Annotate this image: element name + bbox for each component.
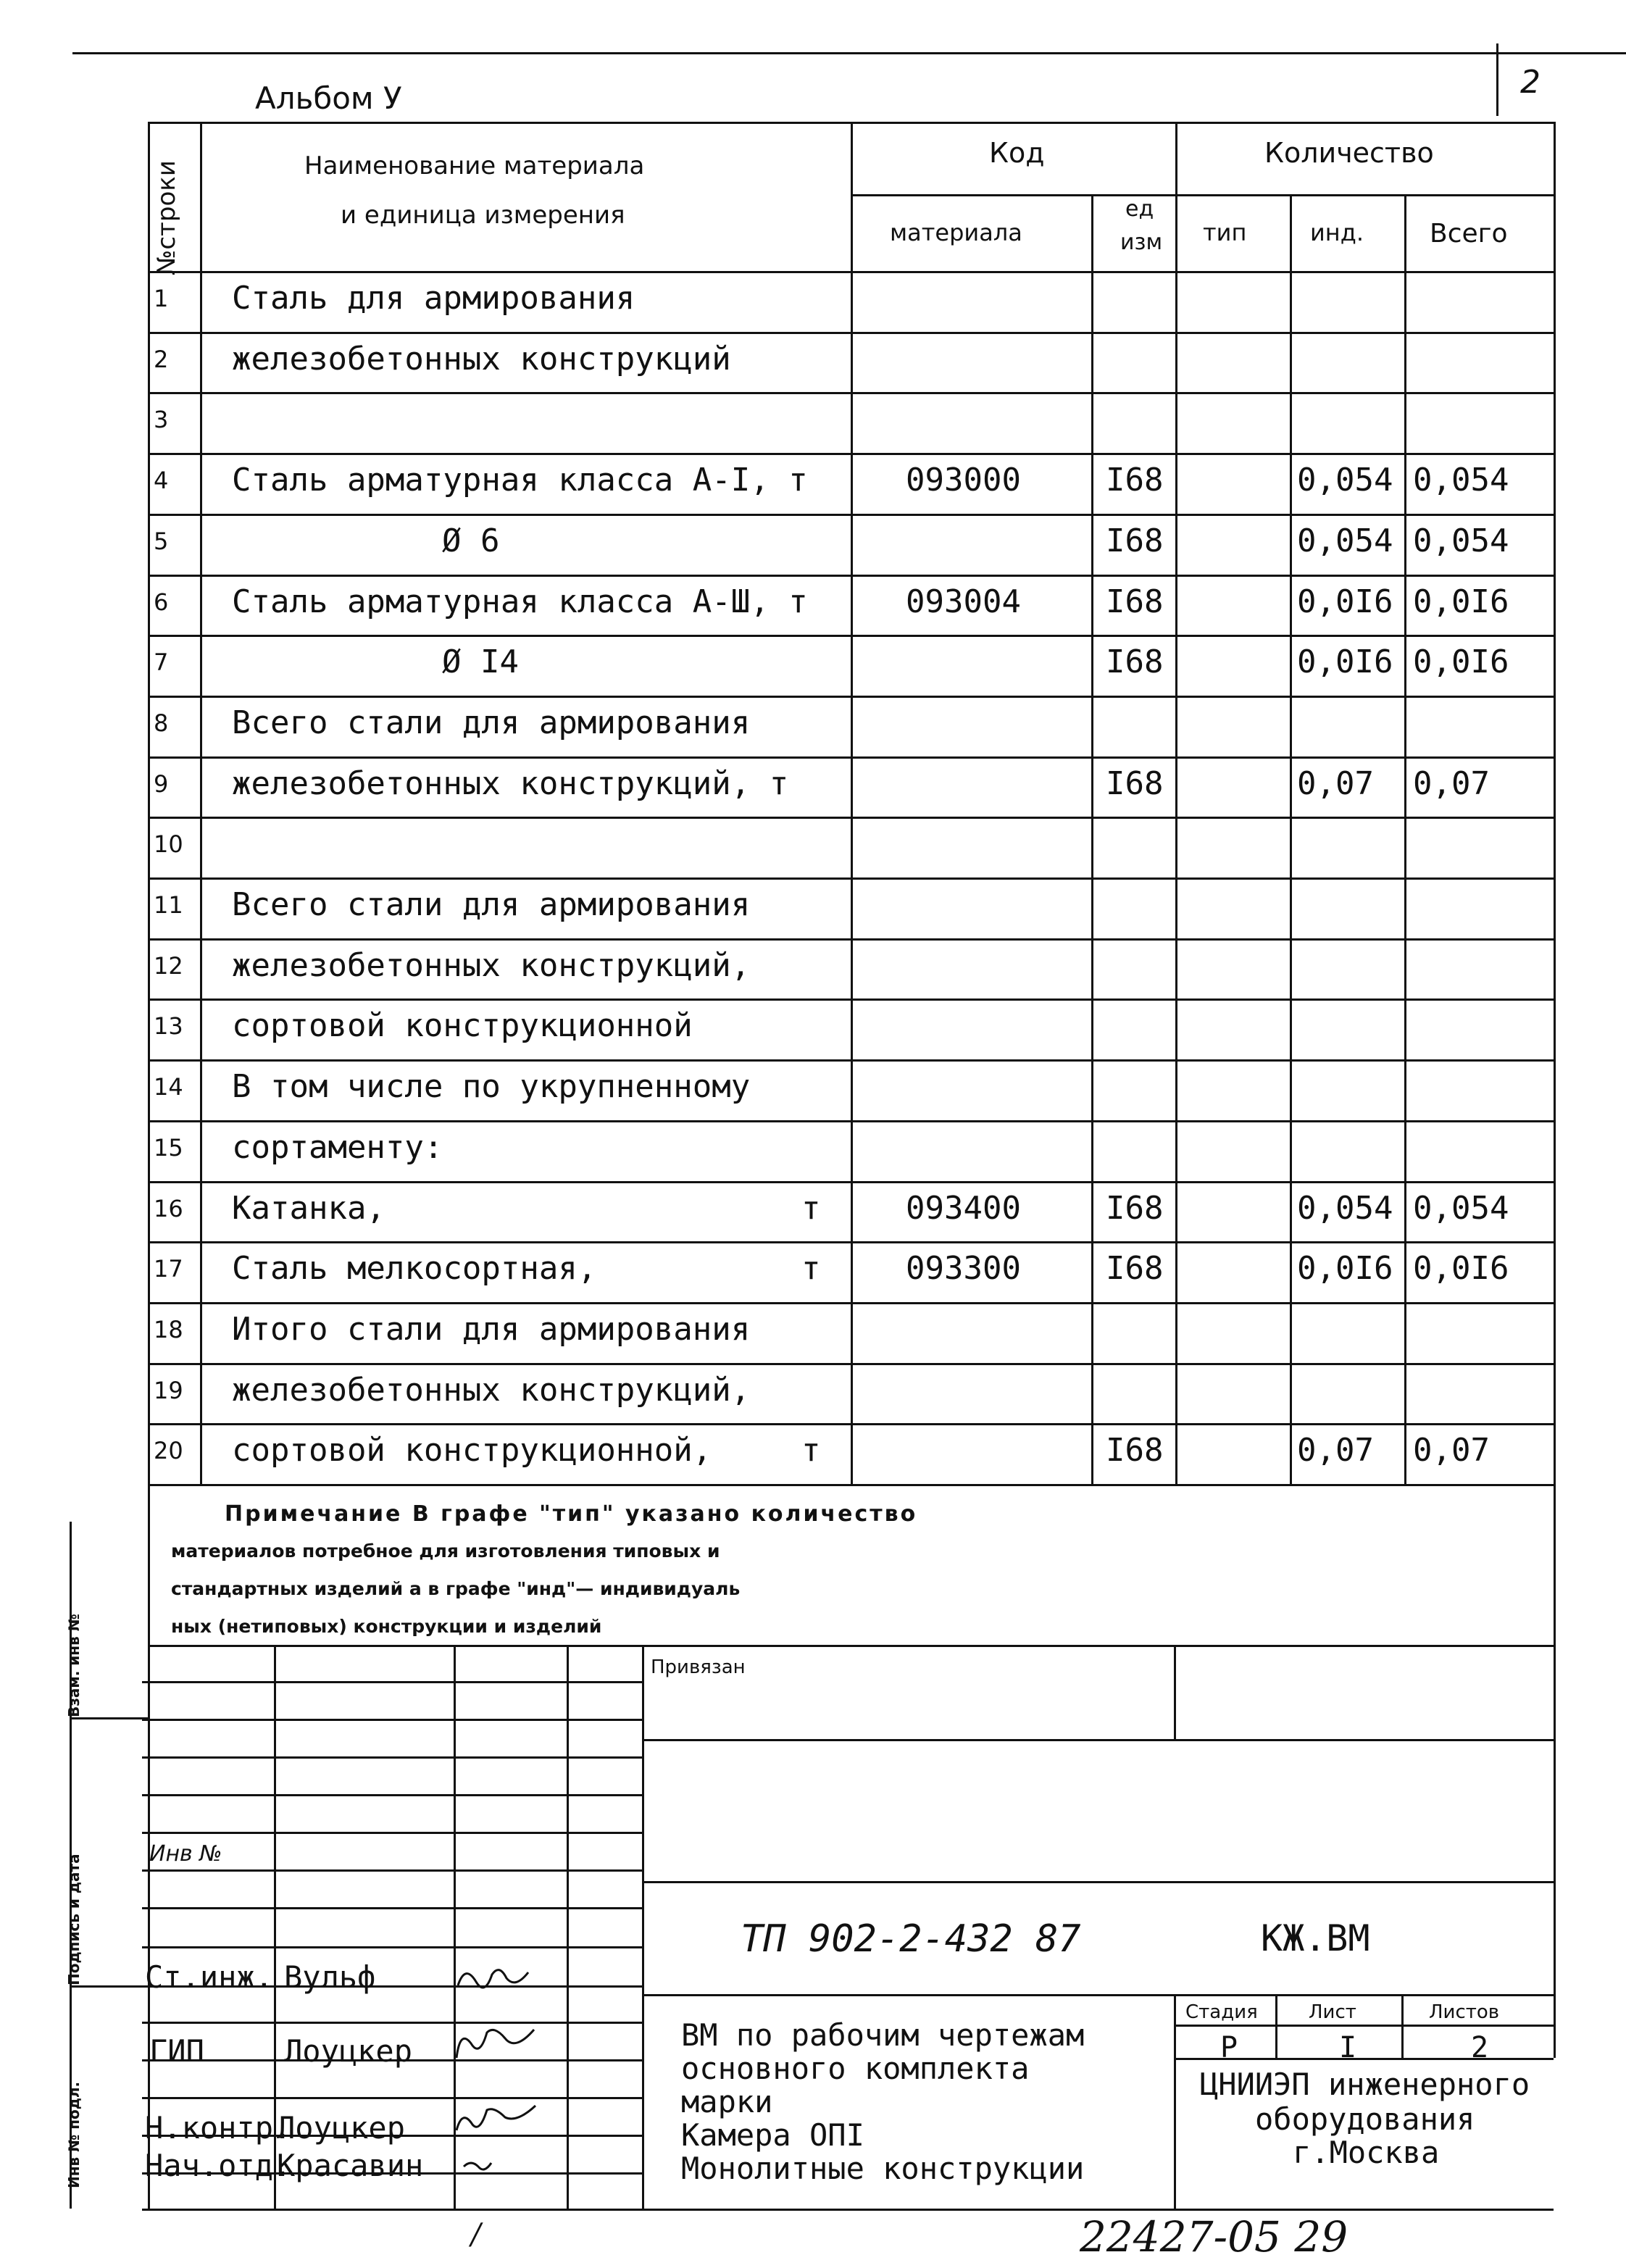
note-line-3: стандартных изделий а в графе "инд"— индивидуаль (171, 1578, 741, 1599)
role-4-name: Красавин (277, 2148, 424, 2183)
stamp-line (1174, 2025, 1554, 2027)
bottom-number: 22427-05 29 (1080, 2212, 1348, 2261)
cell-n: 4 (154, 467, 169, 494)
stamp-line (642, 1881, 1554, 1883)
stamp-line (70, 1985, 148, 1988)
cell-n: 3 (154, 406, 169, 433)
header-type: тип (1203, 219, 1247, 246)
cell-n: 15 (154, 1134, 183, 1162)
stamp-line (1174, 1645, 1176, 1739)
cell-name: Сталь арматурная класса А-Ш, т (232, 583, 808, 620)
cell-unit: I68 (1106, 1250, 1164, 1287)
stage-value: Р (1220, 2031, 1238, 2064)
cell-name: железобетонных конструкций (232, 341, 731, 378)
cell-total: 0,0I6 (1413, 643, 1509, 680)
grid-line (148, 122, 150, 1484)
row-line (148, 1423, 1554, 1425)
title-line-4: Камера ОПI (681, 2117, 864, 2153)
cell-name: Сталь мелкосортная, (232, 1250, 597, 1287)
cell-name: Ø 6 (442, 522, 500, 559)
grid-line (1290, 194, 1292, 1484)
cell-name: Всего стали для армирования (232, 704, 751, 741)
grid-line (1404, 194, 1406, 1484)
cell-n: 20 (154, 1437, 183, 1464)
row-line (148, 877, 1554, 880)
cell-code: 093000 (906, 462, 1021, 499)
cell-total: 0,0I6 (1413, 1250, 1509, 1287)
album-label: Альбом У (255, 80, 402, 116)
stamp-line (1554, 1994, 1556, 2058)
row-line (148, 696, 1554, 698)
cell-total: 0,07 (1413, 765, 1490, 802)
row-line (148, 1059, 1554, 1062)
sheets-value: 2 (1471, 2031, 1489, 2064)
header-material: материала (890, 219, 1022, 246)
cell-name: Катанка, (232, 1190, 385, 1227)
cell-n: 17 (154, 1255, 183, 1283)
page-corner-number: 2 (1520, 64, 1540, 101)
note-line-2: материалов потребное для изготовления типовых и (171, 1541, 720, 1562)
cell-ind: 0,054 (1297, 462, 1393, 499)
cell-total: 0,054 (1413, 1190, 1509, 1227)
cell-code: 093400 (906, 1190, 1021, 1227)
cell-unit: I68 (1106, 583, 1164, 620)
cell-unit: I68 (1106, 1432, 1164, 1469)
cell-name: сортаменту: (232, 1129, 443, 1166)
role-2: ГИП (149, 2033, 204, 2069)
cell-name: железобетонных конструкций, (232, 947, 751, 984)
cell-unit-suffix: т (801, 1432, 821, 1469)
stamp-line (642, 1994, 1554, 1996)
grid-line (1091, 194, 1093, 1484)
cell-total: 0,0I6 (1413, 583, 1509, 620)
cell-name: Итого стали для армирования (232, 1311, 751, 1348)
cell-n: 16 (154, 1195, 183, 1222)
cell-n: 6 (154, 588, 169, 616)
header-unit-1: ед (1125, 196, 1154, 222)
cell-n: 19 (154, 1377, 183, 1404)
stamp-line (142, 2209, 1554, 2211)
role-4: Нач.отд. (145, 2148, 292, 2183)
cell-n: 2 (154, 346, 169, 373)
cell-unit: I68 (1106, 522, 1164, 559)
cell-n: 1 (154, 285, 169, 312)
cell-unit: I68 (1106, 765, 1164, 802)
grid-line (1175, 122, 1177, 1484)
header-name-line1: Наименование материала (304, 151, 645, 180)
cell-name: Сталь для армирования (232, 280, 635, 317)
grid-line (1554, 122, 1556, 1484)
role-1: Ст.инж. (145, 1959, 274, 1995)
header-ind: инд. (1310, 219, 1364, 246)
cell-name: железобетонных конструкций, т (232, 765, 789, 802)
row-line (148, 817, 1554, 819)
side-label-replace: Взам. инв № (65, 1614, 83, 1717)
row-line (148, 1484, 1554, 1486)
sheet-value: I (1339, 2031, 1357, 2064)
cell-n: 14 (154, 1073, 183, 1101)
privyazan-label: Привязан (651, 1656, 746, 1678)
row-line (148, 453, 1554, 455)
cell-n: 9 (154, 770, 169, 798)
stamp-line (1554, 1484, 1556, 2020)
header-code: Код (989, 137, 1045, 169)
cell-unit-suffix: т (801, 1250, 821, 1287)
cell-ind: 0,0I6 (1297, 643, 1393, 680)
stamp-line (642, 1739, 1554, 1741)
grid-line (200, 122, 202, 1484)
stamp-line (642, 1645, 644, 2209)
row-line (148, 1181, 1554, 1183)
cell-ind: 0,07 (1297, 765, 1374, 802)
header-total: Всего (1430, 219, 1508, 249)
cell-total: 0,054 (1413, 462, 1509, 499)
role-3: Н.контр. (145, 2110, 292, 2146)
role-1-name: Вульф (284, 1959, 376, 1995)
row-line (148, 575, 1554, 577)
doc-mark: КЖ.ВМ (1261, 1917, 1370, 1959)
title-line-3: марки (681, 2084, 773, 2119)
cell-unit: I68 (1106, 1190, 1164, 1227)
title-line-2: основного комплекта (681, 2051, 1030, 2086)
stamp-line (70, 1717, 148, 1719)
cell-ind: 0,0I6 (1297, 583, 1393, 620)
role-3-name: Лоуцкер (277, 2110, 406, 2146)
header-quantity: Количество (1264, 137, 1434, 169)
stamp-line (1275, 1994, 1277, 2058)
cell-unit: I68 (1106, 462, 1164, 499)
cell-name: В том числе по укрупненному (232, 1068, 751, 1105)
grid-line (851, 122, 853, 1484)
row-line (148, 1120, 1554, 1122)
cell-code: 093004 (906, 583, 1021, 620)
stamp-line (1401, 1994, 1404, 2058)
cell-name: Сталь арматурная класса А-I, т (232, 462, 808, 499)
cell-ind: 0,054 (1297, 1190, 1393, 1227)
signatures (449, 1949, 572, 2188)
bottom-mark: / (471, 2218, 481, 2251)
row-line (148, 1241, 1554, 1243)
cell-unit-suffix: т (801, 1190, 821, 1227)
row-line (148, 998, 1554, 1001)
grid-line (851, 194, 1554, 196)
title-line-5: Монолитные конструкции (681, 2151, 1085, 2186)
sheets-label: Листов (1429, 2001, 1500, 2023)
stage-label: Стадия (1185, 2001, 1258, 2023)
row-line (148, 514, 1554, 516)
org-line-1: ЦНИИЭП инженерного (1200, 2067, 1530, 2102)
cell-n: 7 (154, 649, 169, 676)
top-frame-line (72, 52, 1626, 54)
org-line-2: оборудования (1255, 2101, 1475, 2137)
top-frame-divider (1496, 43, 1498, 116)
cell-n: 12 (154, 952, 183, 980)
sheet-label: Лист (1309, 2001, 1356, 2023)
cell-n: 5 (154, 528, 169, 555)
cell-n: 8 (154, 709, 169, 737)
side-label-sign-date: Подпись и дата (65, 1854, 83, 1985)
cell-name: Ø I4 (442, 643, 519, 680)
cell-name: сортовой конструкционной, (232, 1432, 712, 1469)
note-line-4: ных (нетиповых) конструкции и изделий (171, 1616, 602, 1637)
cell-code: 093300 (906, 1250, 1021, 1287)
stamp-line (148, 1645, 1554, 1647)
header-row-no: №строки (152, 160, 181, 275)
row-line (148, 392, 1554, 394)
note-line-1: Примечание В графе "тип" указано количество (225, 1501, 918, 1527)
cell-total: 0,07 (1413, 1432, 1490, 1469)
inv-no-label: Инв № (149, 1841, 222, 1867)
cell-total: 0,054 (1413, 522, 1509, 559)
cell-n: 18 (154, 1316, 183, 1343)
row-line (148, 756, 1554, 759)
header-unit-2: изм (1120, 230, 1163, 255)
row-line (148, 938, 1554, 941)
cell-name: сортовой конструкционной (232, 1007, 693, 1044)
side-label-inv-orig: Инв № подл. (65, 2081, 83, 2188)
role-2-name: Лоуцкер (284, 2033, 413, 2069)
row-line (148, 1363, 1554, 1365)
row-line (148, 332, 1554, 334)
cell-n: 11 (154, 891, 183, 919)
title-line-1: ВМ по рабочим чертежам (681, 2017, 1085, 2053)
doc-code: ТП 902-2-432 87 (741, 1917, 1081, 1961)
cell-name: железобетонных конструкций, (232, 1372, 751, 1409)
org-line-3: г.Москва (1293, 2135, 1440, 2170)
cell-n: 13 (154, 1012, 183, 1040)
cell-unit: I68 (1106, 643, 1164, 680)
row-line (148, 635, 1554, 637)
cell-n: 10 (154, 830, 183, 858)
row-line (148, 1302, 1554, 1304)
cell-name: Всего стали для армирования (232, 886, 751, 923)
cell-ind: 0,07 (1297, 1432, 1374, 1469)
header-name-line2: и единица измерения (341, 201, 625, 230)
cell-ind: 0,0I6 (1297, 1250, 1393, 1287)
cell-ind: 0,054 (1297, 522, 1393, 559)
